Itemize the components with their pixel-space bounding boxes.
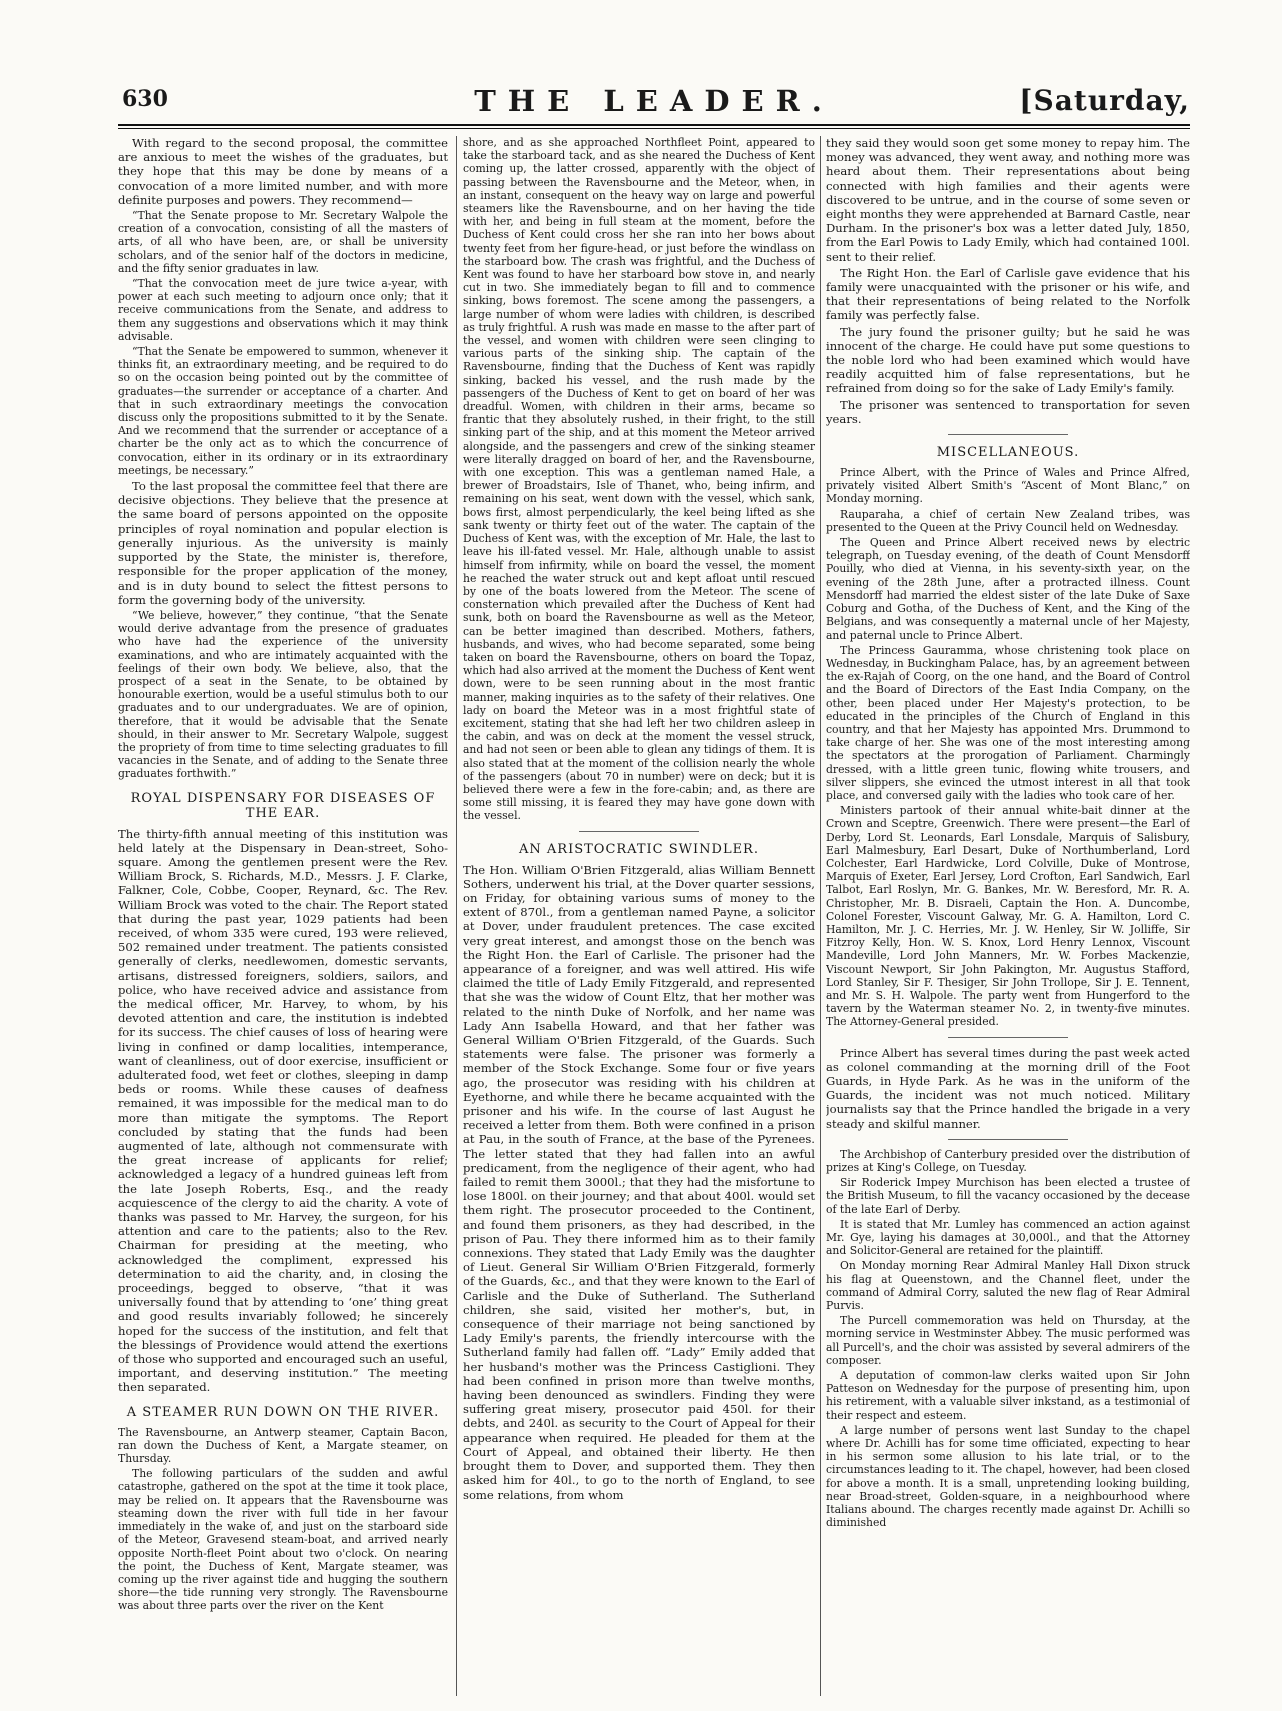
steamer-article (118, 1426, 448, 1613)
paragraph: they said they would soon get some money to repay him. The money was advanced, they went away, and nothing more was heard about them. Their representations about being connected with high families and their agents were discovered to be untrue, and in the course of some seven or eight months they were apprehended at Barnard Castle, near Durham. In the prisoner's box was a letter dated July, 1850, from the Earl Powis to Lady Emily, which had contained 100l. sent to their relief. (826, 136, 1190, 264)
swindler-article (463, 863, 815, 1502)
dateline: [Saturday, (1019, 84, 1190, 117)
section-divider (948, 1139, 1068, 1140)
news-item: The Princess Gauramma, whose christening took place on Wednesday, in Buckingham Palace, has, by an agreement between the ex-Rajah of Coorg, on the one hand, and the Board of Control and the Board of Directors of the East India Company, on the other, been placed under Her Majesty's protection, to be educated in the principles of the Church of England in this country, and that her Majesty has appointed Mrs. Drummond to take charge of her. She was one of the most interesting among the spectators at the prorogation of Parliament. Charmingly dressed, with a little green tunic, flowing white trousers, and silver slippers, she evinced the utmost interest in all that took place, and conversed gaily with the ladies who took care of her. (826, 643, 1190, 802)
news-item: Rauparaha, a chief of certain New Zealand tribes, was presented to the Queen at the Privy Council held on Wednesday. (826, 507, 1190, 534)
column-3 (826, 136, 1190, 1696)
column-1 (118, 136, 448, 1696)
paragraph: The prisoner was sentenced to transportation for seven years. (826, 397, 1190, 426)
news-item: Sir Roderick Impey Murchison has been elected a trustee of the British Museum, to fill the vacancy occasioned by the decease of the late Earl of Derby. (826, 1176, 1190, 1216)
section-divider (948, 434, 1068, 435)
news-item: A large number of persons went last Sunday to the chapel where Dr. Achilli has for some time officiated, expecting to hear in his sermon some allusion to his late trial, or to the circumstances leading to it. The chapel, however, had been closed for above a month. It is a small, unpretending looking building, near Broad-street, Golden-square, in a neighbourhood where Italians abound. The charges recently made against Dr. Achilli so diminished (826, 1423, 1190, 1530)
paragraph: To the last proposal the committee feel that there are decisive objections. They believe that the presence at the same board of persons appointed on the opposite principles of royal nomination and popular election is generally injurious. As the university is mainly supported by the State, the minister is, therefore, responsible for the proper application of the money, and is in duty bound to select the fittest persons to form the governing body of the university. (118, 479, 448, 607)
steamer-article-continued (463, 136, 815, 823)
quoted-paragraph: “That the Senate be empowered to summon, whenever it thinks fit, an extraordinary meeting, and be required to do so on the occasion being pointed out by the committee of graduates—the surrender or acceptance of a charter. And that in such extraordinary meetings the convocation discuss only the propositions submitted to it by the Senate. And we recommend that the surrender or acceptance of a charter be the only act as to which the concurrence of convocation, either in its ordinary or in its extraordinary meetings, be necessary.” (118, 345, 448, 477)
short-notes (826, 1148, 1190, 1530)
paragraph: The following particulars of the sudden and awful catastrophe, gathered on the spot at the time it took place, may be relied on. It appears that the Ravensbourne was steaming down the river with full tide in her favour immediately in the wake of, and just on the starboard side of the Meteor, Gravesend steam-boat, and arrived nearly opposite North-fleet Point about two o'clock. On nearing the point, the Duchess of Kent, Margate steamer, was coming up the river against tide and hugging the southern shore—the tide running very strongly. The Ravensbourne was about three parts over the river on the Kent (118, 1467, 448, 1613)
paragraph: The Hon. William O'Brien Fitzgerald, alias William Bennett Sothers, underwent his trial, at the Dover quarter sessions, on Friday, for obtaining various sums of money to the extent of 870l., from a gentleman named Payne, a solicitor at Dover, under fraudulent pretences. The case excited very great interest, and amongst those on the bench was the Right Hon. the Earl of Carlisle. The prisoner had the appearance of a foreigner, and was well attired. His wife claimed the title of Lady Emily Fitzgerald, and represented that she was the widow of Count Eltz, that her mother was related to the ninth Duke of Norfolk, and her name was Lady Ann Isabella Howard, and that her father was General William O'Brien Fitzgerald, of the Guards. Such statements were false. The prisoner was formerly a member of the Stock Exchange. Some four or five years ago, the prosecutor was residing with his children at Eyethorne, and while there he became acquainted with the prisoner and his wife. In the course of last August he received a letter from them. Both were confined in a prison at Pau, in the south of France, at the base of the Pyrenees. The letter stated that they had fallen into an awful predicament, from the negligence of their agent, who had failed to remit them 3000l.; that they had the misfortune to lose 1800l. on their journey; and that about 400l. would set them right. The prosecutor proceeded to the Continent, and found them prisoners, as they had described, in the prison of Pau. They there informed him as to their family connexions. They stated that Lady Emily was the daughter of Lieut. General Sir William O'Brien Fitzgerald, formerly of the Guards, &c., and that they were known to the Earl of Carlisle and the Duke of Sutherland. The Sutherland children, she said, visited her mother's, but, in consequence of their marriage not being sanctioned by Lady Emily's parents, the friendly intercourse with the Sutherland family had fallen off. “Lady” Emily added that her husband's mother was the Princess Castiglioni. They had been confined in prison more than twelve months, having been denounced as swindlers. Finding they were suffering great misery, prosecutor paid 450l. for their debts, and 240l. as security to the Court of Appeal for their appearance when required. He pleaded for them at the Court of Appeal, and obtained their liberty. He then brought them to Dover, and supported them. They then asked him for 40l., to go to the north of England, to see some relations, from whom (463, 862, 815, 1502)
news-item: A deputation of common-law clerks waited upon Sir John Patteson on Wednesday for the purpose of presenting him, upon his retirement, with a valuable silver inkstand, as a testimonial of their respect and esteem. (826, 1369, 1190, 1422)
section-divider (948, 1037, 1068, 1038)
news-item: It is stated that Mr. Lumley has commenced an action against Mr. Gye, laying his damages at 30,000l., and that the Attorney and Solicitor-General are retained for the plaintiff. (826, 1217, 1190, 1258)
quoted-paragraph: “That the convocation meet de jure twice a-year, with power at each such meeting to adjourn once only; that it receive communications from the Senate, and address to them any suggestions and observations which it may think advisable. (118, 277, 448, 343)
news-item: The Queen and Prince Albert received news by electric telegraph, on Tuesday evening, of the death of Count Mensdorff Pouilly, who died at Vienna, in his seventy-sixth year, on the evening of the 28th June, after a protracted illness. Count Mensdorff had married the eldest sister of the late Duke of Saxe Coburg and Gotha, of the Duchess of Kent, and the King of the Belgians, and was consequently a maternal uncle of her Majesty, and paternal uncle to Prince Albert. (826, 536, 1190, 642)
dispensary-article (118, 827, 448, 1395)
news-item: The Archbishop of Canterbury presided over the distribution of prizes at King's College, on Tuesday. (826, 1147, 1190, 1175)
news-item: Prince Albert, with the Prince of Wales and Prince Alfred, privately visited Albert Smith's “Ascent of Mont Blanc,” on Monday morning. (826, 466, 1190, 506)
miscellaneous-heading: MISCELLANEOUS. (936, 445, 1080, 461)
graduates-article (118, 136, 448, 781)
masthead (118, 82, 1190, 122)
miscellaneous-items (826, 466, 1190, 1029)
paragraph: shore, and as she approached Northfleet Point, appeared to take the starboard tack, and as she neared the Duchess of Kent coming up, the latter crossed, apparently with the object of passing between the Ravensbourne and the Meteor, when, in an instant, consequent on the heavy way on large and powerful steamers like the Ravensbourne, and on her having the tide with her, and being in full steam at the moment, before the Duchess of Kent could cross her she ran into her bows about twenty feet from her figure-head, or just before the windlass on the starboard bow. The crash was frightful, and the Duchess of Kent was found to have her starboard bow stove in, and nearly cut in two. She immediately began to fill and to commence sinking, bows foremost. The scene among the passengers, a large number of whom were ladies with children, is described as truly frightful. A rush was made en masse to the after part of the vessel, and women with children were seen clinging to various parts of the sinking ship. The captain of the Ravensbourne, finding that the Duchess of Kent was rapidly sinking, backed his vessel, and the rush made by the passengers of the Duchess of Kent to get on board of her was dreadful. Women, with children in their arms, became so frantic that they absolutely rushed, in their fright, to the still sinking part of the ship, and at this moment the Meteor arrived alongside, and the passengers and crew of the sinking steamer were literally dragged on board of her, and the Ravensbourne, with one exception. This was a gentleman named Hale, a brewer of Broadstairs, Isle of Thanet, who, being infirm, and remaining on his seat, went down with the vessel, which sank, bows first, almost perpendicularly, the keel being lifted as she sank twenty or thirty feet out of the water. The captain of the Duchess of Kent was, with the exception of Mr. Hale, the last to leave his ill-fated vessel. Mr. Hale, although unable to assist himself from infirmity, while on board the vessel, the moment he reached the water struck out and kept afloat until rescued by one of the boats lowered from the Meteor. The scene of consternation which prevailed after the Duchess of Kent had sunk, both on board the Ravensbourne as well as the Meteor, can be better imagined than described. Mothers, fathers, husbands, and wives, who had become separated, some being taken on board the Ravensbourne, others on board the Topaz, which had also arrived at the moment the Duchess of Kent went down, were to be seen running about in the most frantic manner, making inquiries as to the safety of their relatives. One lady on board the Meteor was in a most frightful state of excitement, stating that she had left her two children asleep in the cabin, and was on deck at the moment the vessel struck, and had not seen or been able to glean any tidings of them. It is also stated that at the moment of the collision nearly the whole of the passengers (about 70 in number) were on deck; but it is believed there were a few in the fore-cabin; and, as there are some still missing, it is feared they may have gone down with the vessel. (463, 136, 815, 823)
swindler-heading: AN ARISTOCRATIC SWINDLER. (519, 841, 759, 857)
paragraph: The jury found the prisoner guilty; but he said he was innocent of the charge. He could have put some questions to the noble lord who had been examined which would have readily acquitted him of false representations, but he refrained from doing so for the sake of Lady Emily's family. (826, 324, 1190, 396)
quoted-paragraph: “We believe, however,” they continue, “that the Senate would derive advantage from the presence of graduates who have had the experience of the university examinations, and who are intimately acquainted with the feelings of their own body. We believe, also, that the prospect of a seat in the Senate, to be obtained by honourable exertion, would be a useful stimulus both to our graduates and to our undergraduates. We are of opinion, therefore, that it would be advisable that the Senate should, in their answer to Mr. Secretary Walpole, suggest the propriety of from time to time selecting graduates to fill vacancies in the Senate, and of adding to the Senate three graduates forthwith.” (118, 608, 448, 781)
column-2 (463, 136, 815, 1696)
paragraph: The Right Hon. the Earl of Carlisle gave evidence that his family were unacquainted with the prisoner or his wife, and that their representations of being related to the Norfolk family was perfectly false. (826, 265, 1190, 323)
masthead-rule-thin (118, 128, 1190, 129)
swindler-article-continued (826, 136, 1190, 426)
paragraph: With regard to the second proposal, the committee are anxious to meet the wishes of the graduates, but they hope that this may be done by means of a convocation of a more limited number, and with more definite purposes and powers. They recommend— (118, 136, 448, 207)
page-number: 630 (122, 86, 168, 112)
paragraph: The Ravensbourne, an Antwerp steamer, Captain Bacon, ran down the Duchess of Kent, a Margate steamer, on Thursday. (118, 1425, 448, 1466)
quoted-paragraph: “That the Senate propose to Mr. Secretary Walpole the creation of a convocation, consisting of all the masters of arts, of all who have been, are, or shall be university scholars, and of the senior half of the doctors in medicine, and the fifty senior graduates in law. (118, 209, 448, 275)
prince-albert-item: Prince Albert has several times during the past week acted as colonel commanding at the morning drill of the Foot Guards, in Hyde Park. As he was in the uniform of the Guards, the incident was not much noticed. Military journalists say that the Prince handled the brigade in a very steady and skilful manner. (826, 1045, 1190, 1131)
news-item: Ministers partook of their annual white-bait dinner at the Crown and Sceptre, Greenwich. There were present—the Earl of Derby, Lord St. Leonards, Earl Lonsdale, Marquis of Salisbury, Earl Malmesbury, Earl Desart, Duke of Northumberland, Lord Colchester, Earl Hardwicke, Lord Colville, Duke of Montrose, Marquis of Exeter, Earl Jersey, Lord Crofton, Earl Sandwich, Earl Talbot, Earl Roslyn, Mr. G. Bankes, Mr. W. Beresford, Mr. R. A. Christopher, Mr. B. Disraeli, Captain the Hon. A. Duncombe, Colonel Forester, Viscount Galway, Mr. G. A. Hamilton, Lord C. Hamilton, Mr. J. C. Herries, Mr. J. W. Henley, Sir W. Jolliffe, Sir Fitzroy Kelly, Hon. W. S. Knox, Lord Henry Lennox, Viscount Mandeville, Lord John Manners, Mr. W. Forbes Mackenzie, Viscount Newport, Sir John Pakington, Mr. Augustus Stafford, Lord Stanley, Sir F. Thesiger, Sir John Trollope, Sir J. E. Tennent, and Mr. S. H. Walpole. The party went from Hungerford to the tavern by the Waterman steamer No. 2, in twenty-five minutes. The Attorney-General presided. (826, 804, 1190, 1029)
news-item: On Monday morning Rear Admiral Manley Hall Dixon struck his flag at Queenstown, and the Channel fleet, under the command of Admiral Corry, saluted the new flag of Rear Admiral Purvis. (826, 1259, 1190, 1313)
column-divider (820, 136, 821, 1696)
dispensary-heading: ROYAL DISPENSARY FOR DISEASES OF THE EAR. (130, 790, 436, 821)
paragraph: The thirty-fifth annual meeting of this institution was held lately at the Dispensary in Dean-street, Soho-square. Among the gentlemen present were the Rev. William Brock, S. Richards, M.D., Messrs. J. F. Clarke, Falkner, Cole, Cobbe, Cooper, Reynard, &c. The Rev. William Brock was voted to the chair. The Report stated that during the past year, 1029 patients had been received, of whom 335 were cured, 193 were relieved, 502 remained under treatment. The patients consisted generally of clerks, needlewomen, domestic servants, artisans, distressed foreigners, soldiers, sailors, and police, who have received advice and assistance from the medical officer, Mr. Harvey, to whom, by his devoted attention and care, the institution is indebted for its success. The chief causes of loss of hearing were living in confined or damp localities, intemperance, want of cleanliness, out of door exercise, insufficient or adulterated food, wet feet or clothes, sleeping in damp beds or rooms. While these causes of deafness remained, it was impossible for the medical man to do more than mitigate the symptoms. The Report concluded by stating that the funds had been augmented of late, although not commensurate with the great increase of applicants for relief; acknowledged a legacy of a hundred guineas left from the late Joseph Roberts, Esq., and the ready acquiescence of the clergy to aid the charity. A vote of thanks was passed to Mr. Harvey, the surgeon, for his attention and care to the patients; also to the Rev. Chairman for presiding at the meeting, who acknowledged the compliment, expressed his determination to aid the charity, and, in closing the proceedings, begged to observe, “that it was universally found that by attending to ‘one’ thing great and good results invariably followed; he sincerely hoped for the success of the institution, and felt that the blessings of Providence would attend the exertions of those who supported and encouraged such an useful, important, and deserving institution.” The meeting then separated. (118, 826, 448, 1395)
masthead-rule (118, 124, 1190, 126)
column-divider (456, 136, 457, 1696)
newspaper-title: THE LEADER. (474, 84, 834, 118)
steamer-heading: A STEAMER RUN DOWN ON THE RIVER. (126, 1404, 440, 1420)
section-divider (579, 831, 699, 832)
news-item: The Purcell commemoration was held on Thursday, at the morning service in Westminster Abbey. The music performed was all Purcell's, and the choir was assisted by several admirers of the composer. (826, 1314, 1190, 1367)
